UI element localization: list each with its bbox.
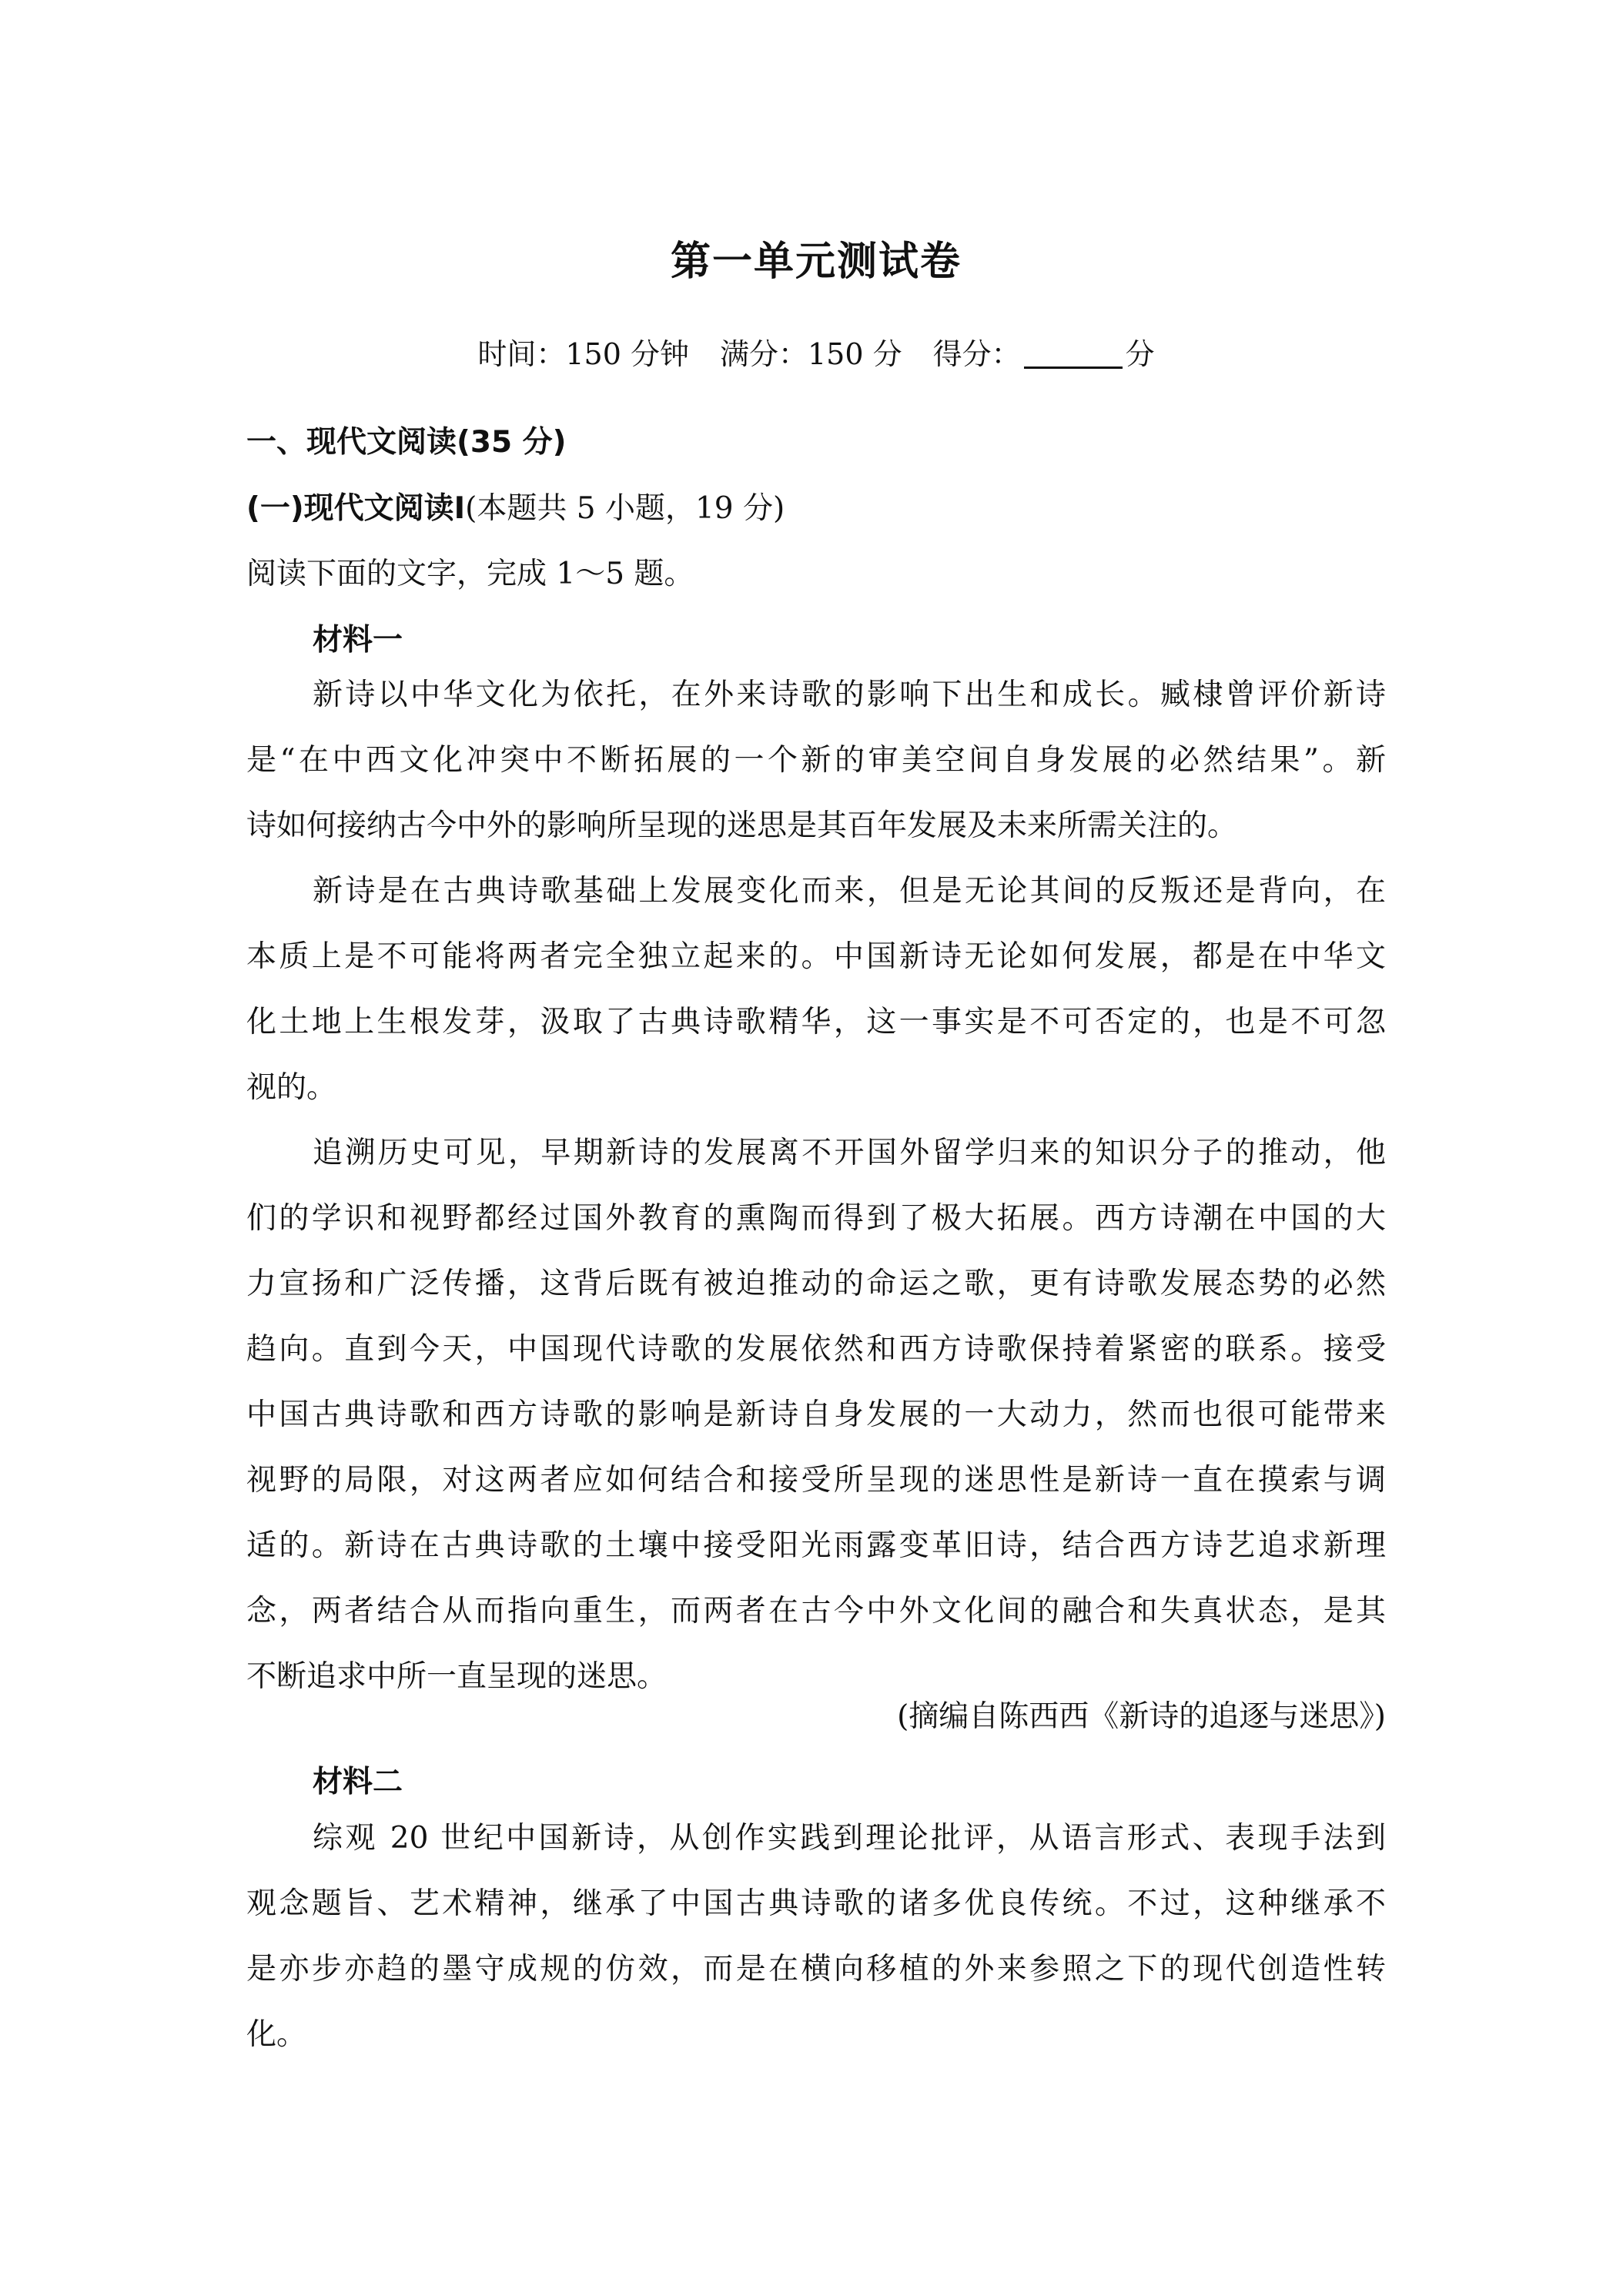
- time-limit: 时间：150 分钟: [477, 337, 689, 371]
- text-line: 新诗是在古典诗歌基础上发展变化而来，但是无论其间的反叛还是背向，在: [313, 874, 1386, 909]
- subsection-heading: [246, 486, 785, 532]
- text-line: 念，两者结合从而指向重生，而两者在古今中外文化间的融合和失真状态，是其: [246, 1594, 1386, 1628]
- text-line: 追溯历史可见，早期新诗的发展离不开国外留学归来的知识分子的推动，他: [313, 1136, 1386, 1170]
- material-two-heading: 材料二: [313, 1765, 403, 1799]
- page-title: 第一单元测试卷: [670, 239, 962, 285]
- text-line: 综观 20 世纪中国新诗，从创作实践到理论批评，从语言形式、表现手法到: [313, 1821, 1386, 1856]
- subsection-note: (本题共 5 小题，19 分): [465, 491, 785, 526]
- text-line: 化。: [246, 2017, 307, 2052]
- material-one-paragraph-2: [246, 858, 1386, 1120]
- material-one-heading: 材料一: [313, 623, 403, 658]
- text-line: 是“在中西文化冲突中不断拓展的一个新的审美空间自身发展的必然结果”。新: [246, 743, 1386, 778]
- text-line: 趋向。直到今天，中国现代诗歌的发展依然和西方诗歌保持着紧密的联系。接受: [246, 1332, 1386, 1367]
- text-line: 视的。: [246, 1070, 337, 1105]
- instruction: 阅读下面的文字，完成 1～5 题。: [246, 557, 694, 591]
- section-heading: 一、现代文阅读(35 分): [246, 425, 567, 460]
- text-line: 不断追求中所一直呈现的迷思。: [246, 1659, 668, 1694]
- text-line: 们的学识和视野都经过国外教育的熏陶而得到了极大拓展。西方诗潮在中国的大: [246, 1201, 1386, 1236]
- material-one-paragraph-3: [246, 1120, 1386, 1709]
- subsection-title: (一)现代文阅读Ⅰ: [246, 491, 466, 526]
- score-blank[interactable]: [1024, 336, 1123, 369]
- text-line: 诗如何接纳古今中外的影响所呈现的迷思是其百年发展及未来所需关注的。: [246, 808, 1238, 843]
- text-line: 力宣扬和广泛传播，这背后既有被迫推动的命运之歌，更有诗歌发展态势的必然: [246, 1267, 1386, 1301]
- text-line: 适的。新诗在古典诗歌的土壤中接受阳光雨露变革旧诗，结合西方诗艺追求新理: [246, 1528, 1386, 1563]
- text-line: 新诗以中华文化为依托，在外来诗歌的影响下出生和成长。臧棣曾评价新诗: [313, 678, 1386, 712]
- text-line: 是亦步亦趋的墨守成规的仿效，而是在横向移植的外来参照之下的现代创造性转: [246, 1952, 1386, 1986]
- full-score: 满分：150 分: [719, 337, 902, 371]
- text-line: 中国古典诗歌和西方诗歌的影响是新诗自身发展的一大动力，然而也很可能带来: [246, 1397, 1386, 1432]
- text-line: 本质上是不可能将两者完全独立起来的。中国新诗无论如何发展，都是在中华文: [246, 939, 1386, 974]
- material-one-source: (摘编自陈西西《新诗的追逐与迷思》): [897, 1699, 1386, 1734]
- text-line: 化土地上生根发芽，汲取了古典诗歌精华，这一事实是不可否定的，也是不可忽: [246, 1005, 1386, 1039]
- text-line: 视野的局限，对这两者应如何结合和接受所呈现的迷思性是新诗一直在摸索与调: [246, 1463, 1386, 1498]
- score-label: 得分：: [932, 337, 1021, 371]
- text-line: 观念题旨、艺术精神，继承了中国古典诗歌的诸多优良传统。不过，这种继承不: [246, 1886, 1386, 1921]
- exam-meta: [246, 331, 1386, 377]
- material-one-paragraph-1: [246, 662, 1386, 858]
- score-unit: 分: [1125, 337, 1155, 371]
- material-two-paragraph-1: [246, 1806, 1386, 2067]
